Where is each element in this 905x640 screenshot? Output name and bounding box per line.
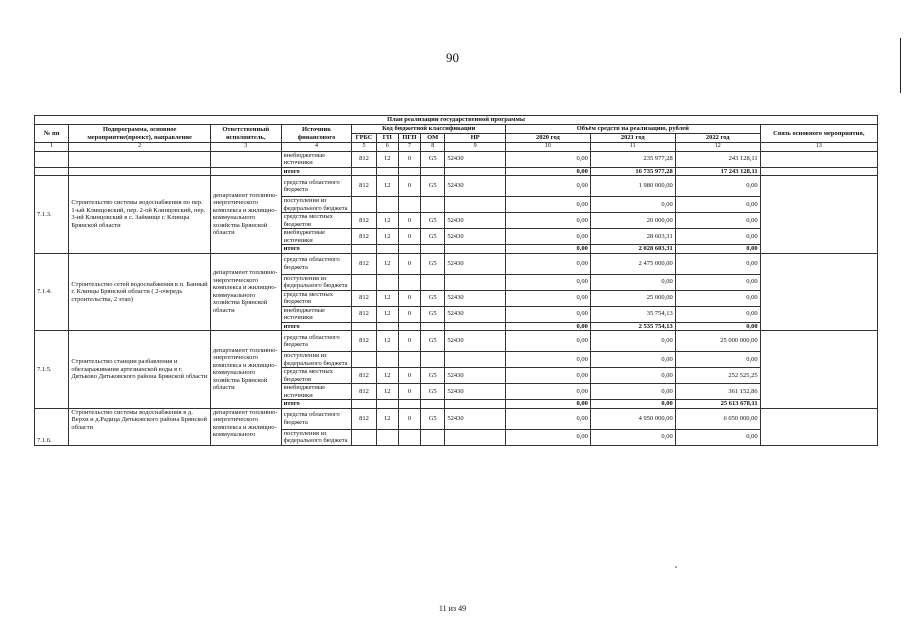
grbs-cell xyxy=(352,274,376,290)
source-cell: поступления из федерального бюджета xyxy=(281,274,352,290)
source-cell: средства областного бюджета xyxy=(281,176,352,197)
y2021-cell: 0,00 xyxy=(590,197,675,213)
y2021-cell: 0,00 xyxy=(590,352,675,368)
source-cell: поступления из федерального бюджета xyxy=(281,352,352,368)
source-cell: внебюджетные источники xyxy=(281,229,352,245)
nr-cell xyxy=(445,197,506,213)
y2021-total: 0,00 xyxy=(590,400,675,409)
pgp-cell: 0 xyxy=(398,306,420,322)
program-cell: Строительство системы водоснабжения по пер. 1-ый Клинцовский, пер. 2-ой Клинцовский, пер. 3-ий Клинцовский в с. Займище г. Клинцы Брянской области xyxy=(69,176,211,254)
header-pgp: ПГП xyxy=(398,134,420,143)
om-cell xyxy=(421,429,445,445)
gp-cell: 12 xyxy=(376,331,398,352)
y2021-cell: 0,00 xyxy=(590,274,675,290)
table-row xyxy=(35,408,878,429)
program-cell: Строительство системы водоснабжения в д. Верхи и д.Радица Дятьковского района Брянской области xyxy=(69,408,211,445)
pgp-cell: 0 xyxy=(398,290,420,306)
gp-cell xyxy=(376,352,398,368)
source-cell: средства местных бюджетов xyxy=(281,368,352,384)
col-number: 10 xyxy=(505,143,590,152)
y2020-cell: 0,00 xyxy=(505,384,590,400)
grbs-cell: 812 xyxy=(352,290,376,306)
y2020-cell: 0,00 xyxy=(505,176,590,197)
y2021-total: 2 028 603,31 xyxy=(590,245,675,254)
gp-cell xyxy=(376,197,398,213)
scan-speck xyxy=(675,566,677,568)
om-cell: G5 xyxy=(421,213,445,229)
source-cell: внебюджетные источники xyxy=(281,384,352,400)
pgp-cell: 0 xyxy=(398,408,420,429)
col-number: 12 xyxy=(675,143,760,152)
grbs-cell: 812 xyxy=(352,368,376,384)
header-2020: 2020 год xyxy=(505,134,590,143)
grbs-cell: 812 xyxy=(352,213,376,229)
gp-cell: 12 xyxy=(376,368,398,384)
table-title: План реализации государственной программы xyxy=(35,116,878,125)
col-number: 3 xyxy=(210,143,281,152)
nr-cell: 52430 xyxy=(445,176,506,197)
y2020-cell: 0,00 xyxy=(505,352,590,368)
y2021-cell: 20 000,00 xyxy=(590,213,675,229)
om-cell xyxy=(421,197,445,213)
y2020-total: 0,00 xyxy=(505,167,590,176)
grbs-cell: 812 xyxy=(352,306,376,322)
pgp-cell: 0 xyxy=(398,331,420,352)
y2020-cell: 0,00 xyxy=(505,368,590,384)
y2021-cell: 28 603,31 xyxy=(590,229,675,245)
y2022-cell: 0,00 xyxy=(675,306,760,322)
source-cell: средства областного бюджета xyxy=(281,331,352,352)
y2021-cell: 35 754,13 xyxy=(590,306,675,322)
grbs-cell xyxy=(352,429,376,445)
header-link: Связь основного мероприятия, xyxy=(760,125,877,143)
grbs-cell: 812 xyxy=(352,176,376,197)
pgp-cell: 0 xyxy=(398,213,420,229)
y2022-cell: 6 050 000,00 xyxy=(675,408,760,429)
header-source: Источник финансового xyxy=(281,125,352,143)
col-number: 2 xyxy=(69,143,211,152)
header-grbs: ГРБС xyxy=(352,134,376,143)
col-number: 7 xyxy=(398,143,420,152)
om-cell xyxy=(421,352,445,368)
y2022-cell: 243 128,11 xyxy=(675,151,760,167)
y2022-cell: 0,00 xyxy=(675,290,760,306)
source-cell: внебюджетные источники xyxy=(281,151,352,167)
pgp-cell: 0 xyxy=(398,151,420,167)
y2022-cell: 0,00 xyxy=(675,213,760,229)
y2020-cell: 0,00 xyxy=(505,274,590,290)
y2020-cell: 0,00 xyxy=(505,429,590,445)
gp-cell xyxy=(376,274,398,290)
y2022-cell: 0,00 xyxy=(675,429,760,445)
y2022-cell: 0,00 xyxy=(675,229,760,245)
om-cell: G5 xyxy=(421,176,445,197)
link-cell xyxy=(760,331,877,409)
gp-cell: 12 xyxy=(376,229,398,245)
total-label: итого xyxy=(281,167,352,176)
grbs-cell xyxy=(352,197,376,213)
table-row xyxy=(35,331,878,352)
nr-cell xyxy=(445,429,506,445)
pgp-cell: 0 xyxy=(398,368,420,384)
y2022-cell: 0,00 xyxy=(675,352,760,368)
om-cell: G5 xyxy=(421,384,445,400)
y2021-cell: 0,00 xyxy=(590,368,675,384)
y2021-cell: 0,00 xyxy=(590,429,675,445)
y2020-cell: 0,00 xyxy=(505,408,590,429)
y2020-cell: 0,00 xyxy=(505,290,590,306)
table-title-row xyxy=(35,116,878,125)
y2021-cell: 0,00 xyxy=(590,331,675,352)
table-body xyxy=(35,151,878,445)
header-row-1 xyxy=(35,125,878,134)
y2020-total: 0,00 xyxy=(505,400,590,409)
pgp-cell: 0 xyxy=(398,176,420,197)
grbs-cell: 812 xyxy=(352,229,376,245)
y2022-total: 0,00 xyxy=(675,245,760,254)
y2022-total: 0,00 xyxy=(675,322,760,331)
nr-cell: 52430 xyxy=(445,331,506,352)
grbs-cell: 812 xyxy=(352,253,376,274)
nr-cell: 52430 xyxy=(445,253,506,274)
gp-cell: 12 xyxy=(376,176,398,197)
col-number: 4 xyxy=(281,143,352,152)
y2020-cell: 0,00 xyxy=(505,331,590,352)
y2021-cell: 235 977,28 xyxy=(590,151,675,167)
y2022-total: 17 243 128,11 xyxy=(675,167,760,176)
y2020-cell: 0,00 xyxy=(505,229,590,245)
y2020-total: 0,00 xyxy=(505,322,590,331)
grbs-cell: 812 xyxy=(352,384,376,400)
nr-cell: 52430 xyxy=(445,368,506,384)
y2022-cell: 252 525,25 xyxy=(675,368,760,384)
col-number: 13 xyxy=(760,143,877,152)
nr-cell: 52430 xyxy=(445,408,506,429)
y2021-cell: 0,00 xyxy=(590,384,675,400)
header-responsible: Ответственный исполнитель, xyxy=(210,125,281,143)
source-cell: поступления из федерального бюджета xyxy=(281,197,352,213)
responsible-cell: департамент топливно-энергетического комплекса и жилищно-коммунального хозяйства Брянской области xyxy=(210,253,281,331)
item-number: 7.1.4. xyxy=(35,253,69,331)
grbs-cell: 812 xyxy=(352,151,376,167)
om-cell: G5 xyxy=(421,408,445,429)
y2020-cell: 0,00 xyxy=(505,306,590,322)
nr-cell: 52430 xyxy=(445,290,506,306)
nr-cell: 52430 xyxy=(445,213,506,229)
y2021-total: 2 535 754,13 xyxy=(590,322,675,331)
program-cell: Строительство станции разбавления и обеззараживания артезианской воды в г. Дятьково Дятьковского района Брянской области xyxy=(69,331,211,409)
gp-cell xyxy=(376,429,398,445)
nr-cell xyxy=(445,274,506,290)
y2020-cell: 0,00 xyxy=(505,213,590,229)
header-2021: 2021 год xyxy=(590,134,675,143)
source-cell: поступления из федерального бюджета xyxy=(281,429,352,445)
om-cell: G5 xyxy=(421,290,445,306)
link-cell xyxy=(760,253,877,331)
pgp-cell: 0 xyxy=(398,229,420,245)
om-cell: G5 xyxy=(421,331,445,352)
table-row xyxy=(35,253,878,274)
gp-cell: 12 xyxy=(376,408,398,429)
pgp-cell xyxy=(398,197,420,213)
grbs-cell: 812 xyxy=(352,331,376,352)
nr-cell: 52430 xyxy=(445,306,506,322)
pgp-cell xyxy=(398,274,420,290)
y2021-cell: 2 475 000,00 xyxy=(590,253,675,274)
gp-cell: 12 xyxy=(376,151,398,167)
program-cell: Строительство сетей водоснабжения в п. Банный г. Клинцы Брянской области ( 2-очередь строительства, 2 этап) xyxy=(69,253,211,331)
col-number: 6 xyxy=(376,143,398,152)
total-label: итого xyxy=(281,322,352,331)
header-om: ОМ xyxy=(421,134,445,143)
header-gp: ГП xyxy=(376,134,398,143)
header-nr: НР xyxy=(445,134,506,143)
header-budget-code: Код бюджетной классификации xyxy=(352,125,506,134)
y2022-total: 25 613 678,11 xyxy=(675,400,760,409)
responsible-cell: департамент топливно-энергетического комплекса и жилищно-коммунального хозяйства Брянской области xyxy=(210,331,281,409)
pgp-cell xyxy=(398,429,420,445)
pgp-cell: 0 xyxy=(398,253,420,274)
table-row xyxy=(35,176,878,197)
column-number-row xyxy=(35,143,878,152)
om-cell: G5 xyxy=(421,253,445,274)
nr-cell: 52430 xyxy=(445,384,506,400)
gp-cell: 12 xyxy=(376,306,398,322)
total-label: итого xyxy=(281,245,352,254)
table-row xyxy=(35,151,878,167)
pgp-cell xyxy=(398,352,420,368)
total-label: итого xyxy=(281,400,352,409)
grbs-cell: 812 xyxy=(352,408,376,429)
gp-cell: 12 xyxy=(376,253,398,274)
y2021-cell: 4 950 000,00 xyxy=(590,408,675,429)
page-number: 90 xyxy=(446,50,459,65)
y2022-cell: 361 152,86 xyxy=(675,384,760,400)
col-number: 11 xyxy=(590,143,675,152)
y2020-cell: 0,00 xyxy=(505,151,590,167)
grbs-cell xyxy=(352,352,376,368)
gp-cell: 12 xyxy=(376,384,398,400)
source-cell: внебюджетные источники xyxy=(281,306,352,322)
y2020-total: 0,00 xyxy=(505,245,590,254)
y2022-cell: 0,00 xyxy=(675,253,760,274)
source-cell: средства областного бюджета xyxy=(281,253,352,274)
item-number: 7.1.6. xyxy=(35,408,69,445)
y2021-cell: 25 000,00 xyxy=(590,290,675,306)
page-footer: 11 из 49 xyxy=(438,604,467,613)
om-cell xyxy=(421,274,445,290)
y2022-cell: 0,00 xyxy=(675,197,760,213)
y2021-cell: 1 980 000,00 xyxy=(590,176,675,197)
margin-line xyxy=(900,38,901,93)
col-number: 1 xyxy=(35,143,69,152)
source-cell: средства местных бюджетов xyxy=(281,213,352,229)
col-number: 9 xyxy=(445,143,506,152)
y2022-cell: 0,00 xyxy=(675,176,760,197)
om-cell: G5 xyxy=(421,368,445,384)
source-cell: средства местных бюджетов xyxy=(281,290,352,306)
responsible-cell: департамент топливно-энергетического комплекса и жилищно-коммунального хозяйства Брянской области xyxy=(210,176,281,254)
link-cell xyxy=(760,408,877,445)
pgp-cell: 0 xyxy=(398,384,420,400)
item-number: 7.1.5. xyxy=(35,331,69,409)
nr-cell: 52430 xyxy=(445,229,506,245)
header-num: № пп xyxy=(35,125,69,143)
y2022-cell: 25 000 000,00 xyxy=(675,331,760,352)
om-cell: G5 xyxy=(421,306,445,322)
y2021-total: 16 735 977,28 xyxy=(590,167,675,176)
source-cell: средства областного бюджета xyxy=(281,408,352,429)
total-row xyxy=(35,167,878,176)
y2022-cell: 0,00 xyxy=(675,274,760,290)
header-program: Подпрограмма, основное мероприятие(проект), направление xyxy=(69,125,211,143)
y2020-cell: 0,00 xyxy=(505,253,590,274)
y2020-cell: 0,00 xyxy=(505,197,590,213)
nr-cell: 52430 xyxy=(445,151,506,167)
responsible-cell: департамент топливно-энергетического комплекса и жилищно-коммунального xyxy=(210,408,281,445)
om-cell: G5 xyxy=(421,151,445,167)
om-cell: G5 xyxy=(421,229,445,245)
header-volume: Объём средств на реализацию, рублей xyxy=(505,125,760,134)
item-number: 7.1.3. xyxy=(35,176,69,254)
col-number: 8 xyxy=(421,143,445,152)
nr-cell xyxy=(445,352,506,368)
col-number: 5 xyxy=(352,143,376,152)
gp-cell: 12 xyxy=(376,213,398,229)
plan-table-container xyxy=(34,115,878,446)
gp-cell: 12 xyxy=(376,290,398,306)
plan-table xyxy=(34,115,878,446)
link-cell xyxy=(760,176,877,254)
header-2022: 2022 год xyxy=(675,134,760,143)
